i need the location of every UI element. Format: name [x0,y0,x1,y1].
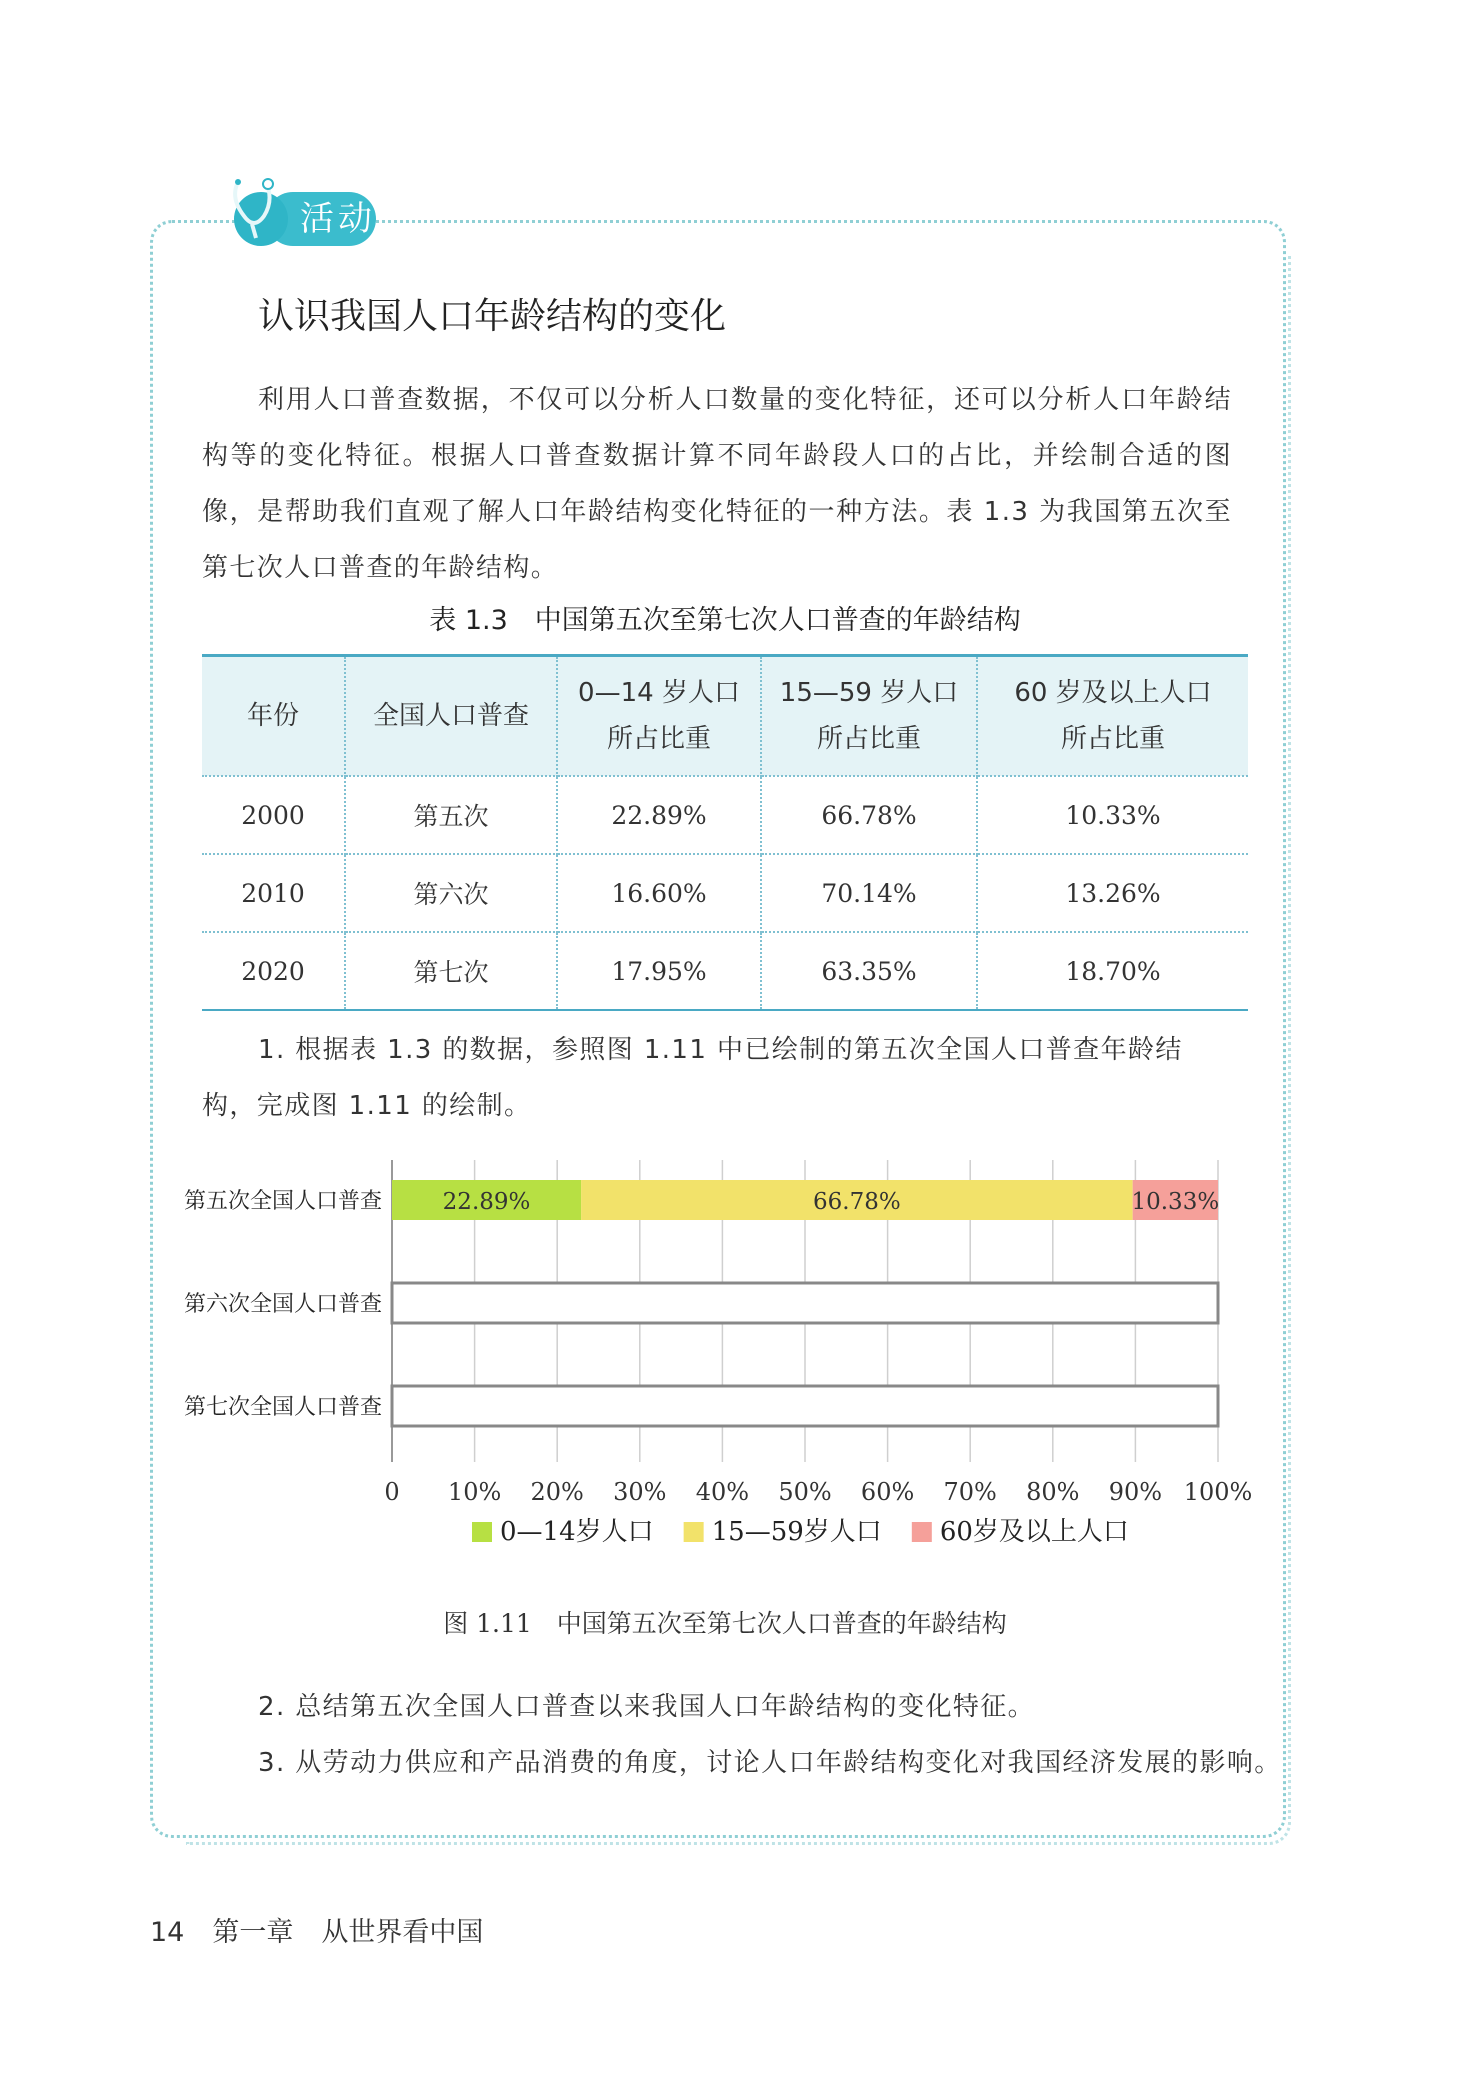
data-label: 66.78% [813,1189,901,1215]
cell-age-0-14: 22.89% [557,776,761,854]
legend-label: 0—14岁人口 [500,1517,654,1547]
cell-year: 2010 [202,854,345,932]
category-label: 第五次全国人口普查 [183,1189,382,1214]
x-tick-label: 0 [384,1478,400,1506]
cell-age-0-14: 16.60% [557,854,761,932]
header-census: 全国人口普查 [345,656,557,777]
chapter-title: 从世界看中国 [321,1917,484,1948]
x-tick-label: 20% [530,1478,584,1506]
cell-census: 第五次 [345,776,557,854]
legend-label: 15—59岁人口 [711,1517,882,1547]
empty-bar [392,1386,1218,1426]
activity-badge [226,178,376,250]
table-caption: 表 1.3 中国第五次至第七次人口普查的年龄结构 [429,605,1021,636]
cell-year: 2020 [202,932,345,1010]
empty-bar [392,1283,1218,1323]
cell-census: 第六次 [345,854,557,932]
x-tick-label: 60% [860,1478,915,1506]
data-label: 22.89% [442,1189,531,1215]
table-row [202,932,1248,1010]
table-row [202,776,1248,854]
cell-census: 第七次 [345,932,557,1010]
header-age-0-14: 0—14 岁人口 所占比重 [557,656,761,777]
question-1: 1. 根据表 1.3 的数据，参照图 1.11 中已绘制的第五次全国人口普查年龄结构，完成图 1.11 的绘制。 [202,1035,1183,1121]
x-tick-label: 90% [1108,1478,1163,1506]
legend-swatch [912,1522,932,1542]
chapter-number: 第一章 [212,1917,294,1948]
legend-swatch [684,1522,704,1542]
legend-swatch [472,1522,492,1542]
header-year: 年份 [202,656,345,777]
x-tick-label: 40% [695,1478,750,1506]
x-tick-label: 80% [1026,1478,1080,1506]
x-tick-label: 50% [778,1478,832,1506]
x-tick-label: 70% [943,1478,997,1506]
cell-age-15-59: 66.78% [761,776,977,854]
category-label: 第七次全国人口普查 [183,1395,382,1420]
age-structure-chart [150,1150,1290,1570]
header-age-60-plus: 60 岁及以上人口 所占比重 [977,656,1248,777]
cell-age-60-plus: 18.70% [977,932,1248,1010]
x-tick-label: 30% [613,1478,667,1506]
activity-heading: 认识我国人口年龄结构的变化 [258,296,727,337]
header-age-15-59: 15—59 岁人口 所占比重 [761,656,977,777]
question-2: 2. 总结第五次全国人口普查以来我国人口年龄结构的变化特征。 [258,1692,1036,1722]
x-tick-label: 100% [1183,1478,1253,1506]
cell-age-15-59: 63.35% [761,932,977,1010]
question-3: 3. 从劳动力供应和产品消费的角度，讨论人口年龄结构变化对我国经济发展的影响。 [258,1748,1282,1778]
page-number: 14 [150,1917,185,1948]
legend-label: 60岁及以上人口 [939,1517,1129,1547]
table-header-row [202,656,1248,777]
intro-paragraph: 利用人口普查数据，不仅可以分析人口数量的变化特征，还可以分析人口年龄结构等的变化特征。根据人口普查数据计算不同年龄段人口的占比，并绘制合适的图像，是帮助我们直观了解人口年龄结构变化特征的一种方法。表 1.3 为我国第五次至第七次人口普查的年龄结构。 [202,385,1232,583]
x-tick-label: 10% [447,1478,502,1506]
cell-age-60-plus: 13.26% [977,854,1248,932]
category-label: 第六次全国人口普查 [183,1292,382,1317]
figure-caption: 图 1.11 中国第五次至第七次人口普查的年龄结构 [443,1609,1007,1638]
table-row [202,854,1248,932]
cell-age-60-plus: 10.33% [977,776,1248,854]
census-table [202,654,1248,1011]
data-label: 10.33% [1131,1189,1220,1215]
activity-badge-label: 活动 [266,192,376,246]
cell-age-0-14: 17.95% [557,932,761,1010]
page-footer [150,1910,483,1949]
stethoscope-icon [226,178,306,250]
cell-year: 2000 [202,776,345,854]
cell-age-15-59: 70.14% [761,854,977,932]
